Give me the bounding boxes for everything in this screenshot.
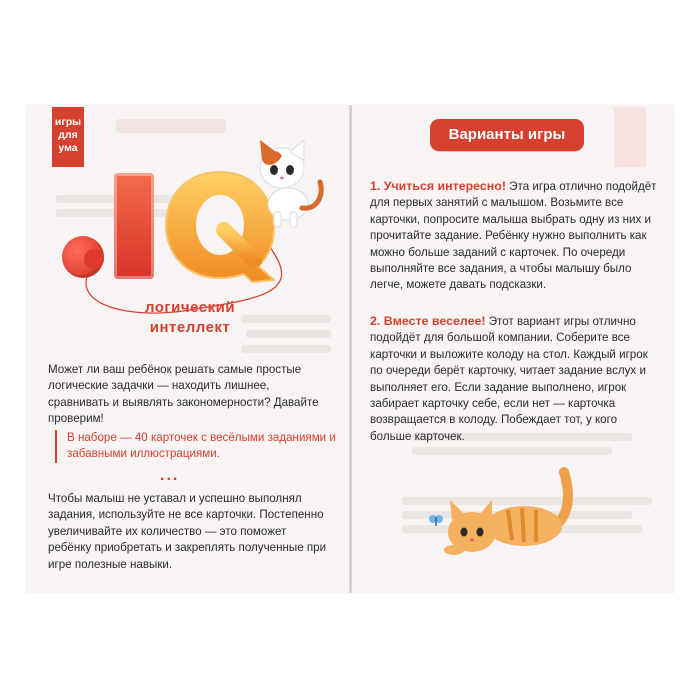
variant-1-text: Эта игра отлично подойдёт для первых занятий с малышом. Возьмите все карточки, попросите малыша выбрать одну из них и прочитайте задание. Ребёнку нужно выполнить как можно больше заданий с карточек. По очереди выполняйте все задания, а чтобы малышу было легче, можете давать подсказки. bbox=[370, 180, 657, 292]
variant-1-paragraph bbox=[370, 178, 660, 294]
section-title-badge: Варианты игры bbox=[430, 119, 584, 151]
variant-1-heading: 1. Учиться интересно! bbox=[370, 179, 506, 193]
iq-dot bbox=[84, 249, 104, 269]
intro-paragraph: Может ли ваш ребёнок решать самые простые логические задачки — находить лишнее, сравнивать и выявлять закономерности? Давайте проверим! bbox=[48, 363, 319, 426]
orange-tabby-cat-icon bbox=[432, 458, 582, 558]
logo-subtitle-line: логический bbox=[144, 299, 236, 316]
highlight-box: В наборе — 40 карточек с весёлыми заданиями и забавными иллюстрациями. bbox=[55, 430, 337, 463]
white-orange-kitten-icon bbox=[252, 138, 332, 230]
side-tab-peek bbox=[614, 107, 646, 167]
variant-2-text: Этот вариант игры отлично подойдёт для большой компании. Соберите все карточки и выложите колоду на стол. Каждый игрок по очереди берёт карточку, читает задание вслух и выполняет его. Если задание выполнено, игрок забирает карточку себе, если нет — карточка возвращается в колоду. Побеждает тот, у кого больше карточек. bbox=[370, 315, 648, 443]
iq-letter-i bbox=[114, 173, 154, 279]
blue-butterfly-icon bbox=[428, 514, 444, 528]
tag-line: для bbox=[58, 129, 78, 141]
tag-line: ума bbox=[58, 142, 78, 154]
side-tag bbox=[52, 107, 84, 167]
logo-subtitle bbox=[120, 298, 260, 338]
logo-subtitle-line: интеллект bbox=[149, 319, 231, 336]
tag-line: игры bbox=[54, 116, 82, 128]
outro-paragraph: Чтобы малыш не уставал и успешно выполнял задания, используйте не все карточки. Постепенно увеличивайте их количество — это поможет ребёнку приобретать и закреплять полученные при игре полезные навыки. bbox=[48, 492, 327, 571]
variant-2-paragraph bbox=[370, 313, 660, 445]
separator-dots: ... bbox=[160, 467, 180, 484]
variant-2-heading: 2. Вместе веселее! bbox=[370, 314, 486, 328]
